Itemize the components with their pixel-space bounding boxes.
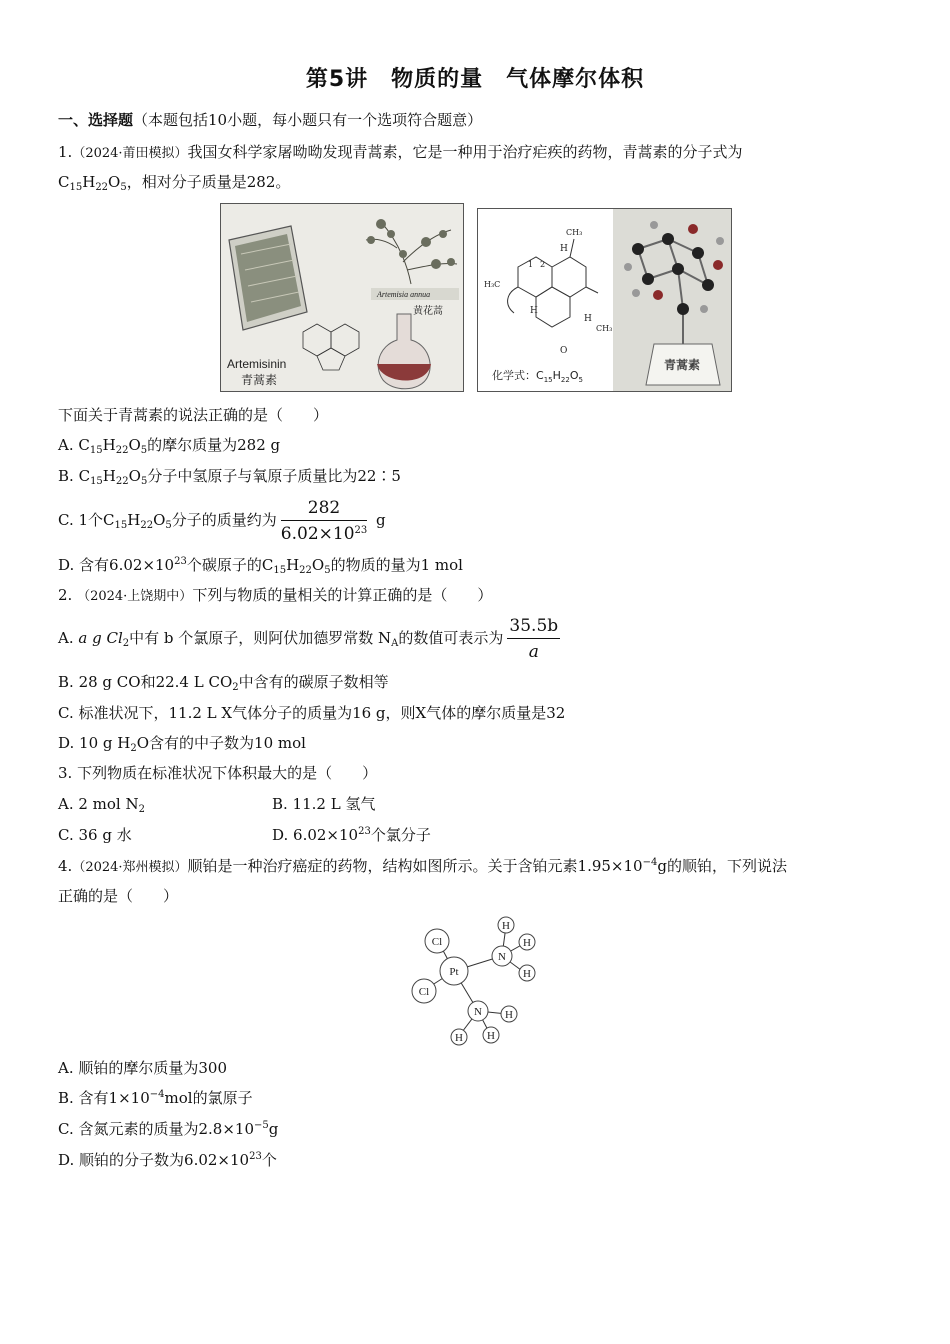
option-letter-d: D. <box>58 734 75 752</box>
h-label: H <box>502 920 510 932</box>
q2-fraction-numerator: 35.5b <box>507 615 560 639</box>
formula-caption-o: O <box>569 369 579 382</box>
formula-h: H <box>127 511 141 529</box>
q1-formula-tail: ，相对分子质量是282。 <box>126 173 291 191</box>
formula-c: C <box>78 436 90 454</box>
q1-fraction-den-text: 6.02×10 <box>280 524 355 544</box>
h-label-mid: H <box>530 306 538 316</box>
formula-caption-15: 15 <box>543 376 553 384</box>
q1-option-d-post: 的物质的量为1 mol <box>330 556 463 574</box>
q1-text: 我国女科学家屠呦呦发现青蒿素，它是一种用于治疗疟疾的药物，青蒿素的分子式为 <box>187 143 743 161</box>
sup-minus4: −4 <box>149 1089 165 1100</box>
cl-label: Cl <box>431 936 443 948</box>
artemisinin-photo-right <box>477 208 732 392</box>
h-label-top: H <box>560 244 568 254</box>
sup-23: 23 <box>174 556 187 567</box>
q3-option-d-pre: D. 6.02×10 <box>272 826 359 844</box>
q3-option-b: B. 11.2 L 氢气 <box>272 795 376 813</box>
o2-label: 2 <box>540 260 546 269</box>
q1-option-a <box>58 435 280 455</box>
page-title: 第5讲 物质的量 气体摩尔体积 <box>305 67 645 92</box>
flask-label: 黄花蒿 <box>413 306 443 317</box>
q1-option-c-pre: 1个 <box>78 511 104 529</box>
q1-option-b-text: 分子中氢原子与氧原子质量比为22∶5 <box>147 467 401 485</box>
q1-option-d-mid: 个碳原子的 <box>186 556 262 574</box>
sub-15: 15 <box>69 182 83 193</box>
section-heading: 一、选择题 <box>58 111 134 129</box>
q3-option-d <box>272 825 431 845</box>
q4-option-c <box>58 1119 278 1139</box>
formula-o: O <box>311 556 325 574</box>
artemisinin-cn-label: 青蒿素 <box>241 373 278 387</box>
artemisinin-photo-left <box>220 203 464 392</box>
q3-option-a <box>58 794 145 814</box>
n-label: N <box>474 1006 482 1018</box>
q3-option-c: C. 36 g 水 <box>58 826 132 844</box>
q4-option-b-post: mol的氯原子 <box>164 1089 253 1107</box>
formula-caption-c: C <box>536 369 544 382</box>
sub-22: 22 <box>299 565 312 576</box>
formula-caption-22: 22 <box>560 376 570 384</box>
sup-23: 23 <box>358 826 371 837</box>
q4-option-c-pre: C. 含氮元素的质量为2.8×10 <box>58 1120 254 1138</box>
sup-23: 23 <box>354 525 368 536</box>
q4-option-c-post: g <box>268 1120 279 1138</box>
h-label: H <box>523 968 531 980</box>
sub-2: 2 <box>130 743 137 754</box>
option-letter-c: C. <box>58 704 74 722</box>
formula-c: C <box>103 511 115 529</box>
q2-fraction <box>507 615 560 663</box>
q1-fraction <box>281 497 367 545</box>
h-label: H <box>455 1032 463 1044</box>
sub-22: 22 <box>140 520 154 531</box>
q2-fraction-denominator: a <box>528 642 539 662</box>
h-label: H <box>523 937 531 949</box>
section-note: （本题包括10小题，每小题只有一个选项符合题意） <box>133 111 483 129</box>
q4-option-b <box>58 1088 253 1108</box>
sub-2: 2 <box>122 638 130 649</box>
sub-a: A <box>391 638 399 649</box>
option-letter-a: A. <box>58 629 74 647</box>
h3c-label: H₃C <box>484 280 501 289</box>
sub-15: 15 <box>273 565 287 576</box>
q2-stem: 下列与物质的量相关的计算正确的是（ ） <box>192 586 493 604</box>
pt-label: Pt <box>449 966 459 978</box>
q4-option-a: A. 顺铂的摩尔质量为300 <box>58 1059 227 1077</box>
formula-h: H <box>286 556 300 574</box>
q3-option-a-text: A. 2 mol N <box>58 795 139 813</box>
sup-minus4: −4 <box>642 857 658 868</box>
artemisinin-structure-model <box>478 209 731 391</box>
formula-h: H <box>82 173 96 191</box>
sub-5: 5 <box>120 182 127 193</box>
cisplatin-structure <box>404 912 544 1048</box>
o1-label: 1 <box>528 260 534 269</box>
formula-o: O <box>108 173 121 191</box>
q2-option-b-pre: 28 g CO和22.4 L CO <box>78 673 233 691</box>
sub-22: 22 <box>95 182 109 193</box>
sub-2: 2 <box>232 682 239 693</box>
q1-line1 <box>58 142 743 164</box>
sub-15: 15 <box>90 476 103 487</box>
formula-o: O <box>128 436 141 454</box>
q1-number: 1. <box>58 143 73 161</box>
formula-c: C <box>58 173 70 191</box>
sub-5: 5 <box>140 445 148 456</box>
q4-text-post: g的顺铂，下列说法 <box>657 857 787 875</box>
h-label: H <box>487 1030 495 1042</box>
q2-option-a-mid: 中有 b 个氯原子，则阿伏加德罗常数 N <box>129 629 392 647</box>
q4-option-d-post: 个 <box>261 1151 277 1169</box>
q1-stem: 下面关于青蒿素的说法正确的是（ ） <box>58 406 329 424</box>
q4-number: 4. <box>58 857 73 875</box>
sup-minus5: −5 <box>254 1120 269 1131</box>
section-heading-line <box>58 110 482 130</box>
ch3-label: CH₃ <box>566 228 583 237</box>
q1-source: （2024·莆田模拟） <box>72 146 188 161</box>
formula-caption-5: 5 <box>578 376 583 384</box>
o-label: O <box>560 346 568 356</box>
option-letter-a: A. <box>58 436 74 454</box>
q1-fraction-numerator: 282 <box>281 497 367 521</box>
formula-h: H <box>102 467 116 485</box>
q4-line1 <box>58 856 787 878</box>
h-label-right: H <box>584 314 592 324</box>
q1-option-c <box>58 495 386 545</box>
q3-option-d-post: 个氯分子 <box>370 826 431 844</box>
option-letter-c: C. <box>58 511 74 529</box>
q4-option-d <box>58 1150 277 1170</box>
n-label: N <box>498 951 506 963</box>
q1-option-d-pre: 含有6.02×10 <box>79 556 175 574</box>
q1-option-c-unit: g <box>376 511 386 529</box>
formula-o: O <box>128 467 141 485</box>
q3-stem: 3. 下列物质在标准状况下体积最大的是（ ） <box>58 764 378 782</box>
formula-c: C <box>78 467 91 485</box>
option-letter-b: B. <box>58 467 74 485</box>
q1-option-c-mid: 分子的质量约为 <box>171 511 277 529</box>
q4-line2: 正确的是（ ） <box>58 887 179 905</box>
q4-option-d-pre: D. 顺铂的分子数为6.02×10 <box>58 1151 250 1169</box>
formula-caption <box>492 368 583 384</box>
q2-stem-line <box>58 585 492 607</box>
q2-source: （2024·上饶期中） <box>77 589 193 604</box>
artemisinin-en-label: Artemisinin <box>227 357 287 371</box>
q1-fraction-denominator <box>281 521 367 545</box>
sub-15: 15 <box>89 445 103 456</box>
sub-2: 2 <box>138 804 145 815</box>
model-stand-label: 青蒿素 <box>664 358 701 372</box>
sub-5: 5 <box>165 520 172 531</box>
q1-option-b <box>58 466 401 486</box>
q2-option-b <box>58 672 389 692</box>
q2-option-d <box>58 733 306 753</box>
formula-c: C <box>261 556 274 574</box>
option-letter-d: D. <box>58 556 75 574</box>
q2-number: 2. <box>58 586 73 604</box>
formula-h: H <box>102 436 116 454</box>
formula-caption-label: 化学式： <box>492 369 536 382</box>
sup-23: 23 <box>249 1151 262 1162</box>
q4-option-b-pre: B. 含有1×10 <box>58 1089 150 1107</box>
sub-15: 15 <box>114 520 128 531</box>
formula-caption-h: H <box>552 369 561 382</box>
q4-source: （2024·郑州模拟） <box>72 860 188 875</box>
option-letter-b: B. <box>58 673 74 691</box>
ch3-label-right: CH₃ <box>596 324 613 333</box>
h-label: H <box>505 1009 513 1021</box>
q2-option-a-pre: a g Cl <box>78 629 123 647</box>
sub-5: 5 <box>324 565 331 576</box>
cl-label: Cl <box>418 986 430 998</box>
q2-option-d-pre: 10 g H <box>79 734 131 752</box>
q2-option-b-post: 中含有的碳原子数相等 <box>238 673 389 691</box>
sub-5: 5 <box>140 476 148 487</box>
sub-22: 22 <box>115 445 129 456</box>
artemisinin-illustration <box>221 204 463 391</box>
sub-22: 22 <box>115 476 129 487</box>
q2-option-c-text: 标准状况下，11.2 L X气体分子的质量为16 g，则X气体的摩尔质量是32 <box>78 704 566 722</box>
q2-option-a-post: 的数值可表示为 <box>398 629 504 647</box>
plant-species-label: Artemisia annua <box>377 290 431 299</box>
q2-option-c <box>58 703 565 723</box>
q4-text-pre: 顺铂是一种治疗癌症的药物，结构如图所示。关于含铂元素1.95×10 <box>187 857 643 875</box>
q1-line2 <box>58 172 290 192</box>
q1-option-d <box>58 555 463 575</box>
q2-option-d-post: O含有的中子数为10 mol <box>136 734 306 752</box>
formula-o: O <box>153 511 166 529</box>
q2-option-a <box>58 613 564 663</box>
q1-option-a-text: 的摩尔质量为282 g <box>147 436 281 454</box>
